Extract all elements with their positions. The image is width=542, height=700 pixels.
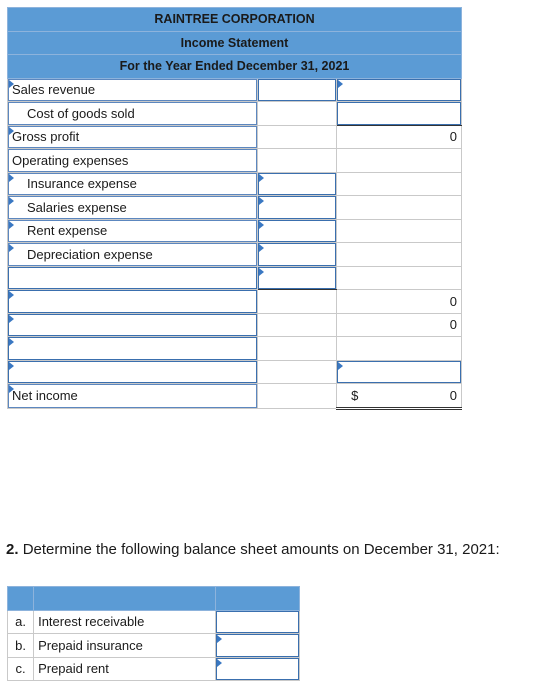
gross-profit-label[interactable]: Gross profit [8,125,258,149]
income-statement-table [7,7,462,410]
blank-input-row-1[interactable] [257,266,337,290]
opex-empty-cell [257,149,337,173]
salaries-expense-label[interactable]: Salaries expense [8,196,258,220]
blank-label-row-5[interactable] [8,360,258,384]
total-value-1: 0 [337,290,462,314]
net-income-label[interactable]: Net income [8,384,258,409]
company-name: RAINTREE CORPORATION [8,8,462,32]
sales-revenue-input[interactable] [337,78,462,102]
question-2 [6,541,500,558]
blank-empty-row-4 [257,337,337,361]
question-2-text: Determine the following balance sheet amounts on December 31, 2021: [22,541,500,558]
item-letter-c: c. [8,657,34,681]
question-2-number: 2. [6,541,19,558]
salaries-empty-cell [337,196,462,220]
net-income-empty-cell [257,384,337,409]
rent-expense-input[interactable] [257,219,337,243]
prepaid-rent-input[interactable] [215,657,299,681]
depreciation-expense-input[interactable] [257,243,337,267]
depreciation-expense-label[interactable]: Depreciation expense [8,243,258,267]
dollar-sign: $ [351,387,359,403]
interest-receivable-label: Interest receivable [34,610,216,634]
blank-empty-row-3 [257,313,337,337]
opex-empty-cell-2 [337,149,462,173]
total-value-2: 0 [337,313,462,337]
cogs-empty-cell [257,102,337,126]
sales-revenue-input-col1[interactable] [257,78,337,102]
cogs-label[interactable]: Cost of goods sold [8,102,258,126]
gross-profit-empty-cell [257,125,337,149]
statement-period: For the Year Ended December 31, 2021 [8,55,462,79]
blank-label-row-3[interactable] [8,313,258,337]
blank-empty-row-2 [257,290,337,314]
insurance-empty-cell [337,172,462,196]
balance-sheet-table [7,586,300,681]
blank-label-row-2[interactable] [8,290,258,314]
cogs-input[interactable] [337,102,462,126]
blank-input-row-5[interactable] [337,360,462,384]
prepaid-insurance-input[interactable] [215,634,299,658]
rent-empty-cell [337,219,462,243]
depreciation-empty-cell [337,243,462,267]
salaries-expense-input[interactable] [257,196,337,220]
blank-empty-row-4b [337,337,462,361]
net-income-value-cell [337,384,462,409]
insurance-expense-input[interactable] [257,172,337,196]
rent-expense-label[interactable]: Rent expense [8,219,258,243]
item-letter-a: a. [8,610,34,634]
blank-label-row-4[interactable] [8,337,258,361]
blank-empty-row-1 [337,266,462,290]
prepaid-rent-label: Prepaid rent [34,657,216,681]
prepaid-insurance-label: Prepaid insurance [34,634,216,658]
operating-expenses-label[interactable]: Operating expenses [8,149,258,173]
net-income-value: 0 [449,387,457,403]
statement-title: Income Statement [8,31,462,55]
bs-header-cell-3 [215,587,299,611]
sales-revenue-label[interactable]: Sales revenue [8,78,258,102]
blank-label-row-1[interactable] [8,266,258,290]
bs-header-cell-1 [8,587,34,611]
blank-empty-row-5 [257,360,337,384]
item-letter-b: b. [8,634,34,658]
bs-header-cell-2 [34,587,216,611]
insurance-expense-label[interactable]: Insurance expense [8,172,258,196]
interest-receivable-input[interactable] [215,610,299,634]
gross-profit-value: 0 [337,125,462,149]
